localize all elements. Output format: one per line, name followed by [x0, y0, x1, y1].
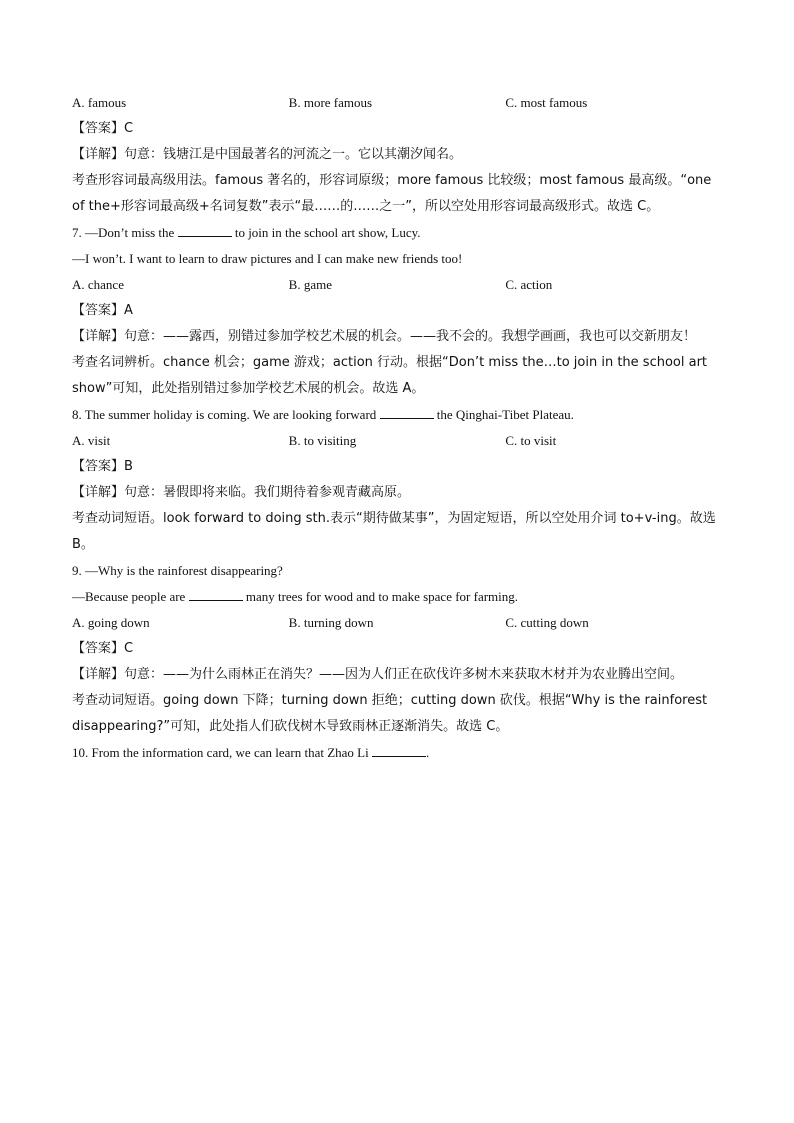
- q6-options: [72, 90, 722, 116]
- q10-stem-part-1: 10. From the information card, we can learn that Zhao Li: [72, 745, 369, 760]
- q8-options: [72, 428, 722, 454]
- q7-stem-part-2: to join in the school art show, Lucy.: [234, 225, 421, 240]
- q6-option-a[interactable]: A. famous: [72, 95, 127, 110]
- document-page: [72, 90, 722, 766]
- q8-option-c[interactable]: C. to visit: [505, 433, 557, 448]
- q9-option-b[interactable]: B. turning down: [288, 615, 374, 630]
- q7-stem-line-2: —I won’t. I want to learn to draw pictures and I can make new friends too!: [72, 251, 463, 266]
- q9-stem-part-2: many trees for wood and to make space for farming.: [245, 589, 519, 604]
- q8-detail: 【详解】句意：暑假即将来临。我们期待着参观青藏高原。: [72, 485, 411, 500]
- q8-analysis: 考查动词短语。look forward to doing sth.表示“期待做某事”，为固定短语，所以空处用介词 to+v-ing。故选 B。: [72, 511, 716, 552]
- q7-blank: [178, 224, 232, 237]
- q6-detail: 【详解】句意：钱塘江是中国最著名的河流之一。它以其潮汐闻名。: [72, 147, 463, 162]
- q6-option-b[interactable]: B. more famous: [288, 95, 373, 110]
- q8-option-b[interactable]: B. to visiting: [288, 433, 357, 448]
- q7-stem-part-1: 7. —Don’t miss the: [72, 225, 175, 240]
- q10-stem: [72, 740, 722, 766]
- q7-option-b[interactable]: B. game: [288, 277, 332, 292]
- q8-stem-part-1: 8. The summer holiday is coming. We are looking forward: [72, 407, 377, 422]
- q7-options: [72, 272, 722, 298]
- q7-option-a[interactable]: A. chance: [72, 277, 124, 292]
- q6-answer: 【答案】C: [72, 121, 134, 136]
- q7-analysis: 考查名词辨析。chance 机会；game 游戏；action 行动。根据“Don’t miss the…to join in the school art show”可知，此处指别错过参加学校艺术展的机会。故选 A。: [72, 355, 708, 396]
- q8-stem-part-2: the Qinghai-Tibet Plateau.: [436, 407, 574, 422]
- q6-analysis: 考查形容词最高级用法。famous 著名的，形容词原级；more famous 比较级；most famous 最高级。“one of the+形容词最高级+名词复数”表示“最……的……之一”，所以空处用形容词最高级形式。故选 C。: [72, 173, 712, 214]
- q9-answer: 【答案】C: [72, 641, 134, 656]
- q8-stem: [72, 402, 722, 428]
- q7-answer: 【答案】A: [72, 303, 133, 318]
- q7-detail: 【详解】句意：——露西，别错过参加学校艺术展的机会。——我不会的。我想学画画，我也可以交新朋友！: [72, 329, 697, 344]
- q6-option-c[interactable]: C. most famous: [505, 95, 588, 110]
- q10-blank: [372, 744, 426, 757]
- q10-stem-part-2: .: [425, 745, 430, 760]
- q9-detail: 【详解】句意：——为什么雨林正在消失？——因为人们正在砍伐许多树木来获取木材并为农业腾出空间。: [72, 667, 684, 682]
- q9-analysis: 考查动词短语。going down 下降；turning down 拒绝；cutting down 砍伐。根据“Why is the rainforest disappearing?”可知，此处指人们砍伐树木导致雨林正逐渐消失。故选 C。: [72, 693, 708, 734]
- q9-options: [72, 610, 722, 636]
- q8-option-a[interactable]: A. visit: [72, 433, 111, 448]
- q7-stem-line-1: [72, 220, 722, 246]
- q9-stem-line-2: [72, 584, 722, 610]
- q9-stem-line-1: 9. —Why is the rainforest disappearing?: [72, 563, 283, 578]
- q8-blank: [380, 406, 434, 419]
- q9-option-c[interactable]: C. cutting down: [505, 615, 589, 630]
- q9-blank: [189, 588, 243, 601]
- q7-option-c[interactable]: C. action: [505, 277, 553, 292]
- q9-stem-part-1: —Because people are: [72, 589, 186, 604]
- q8-answer: 【答案】B: [72, 459, 133, 474]
- q9-option-a[interactable]: A. going down: [72, 615, 150, 630]
